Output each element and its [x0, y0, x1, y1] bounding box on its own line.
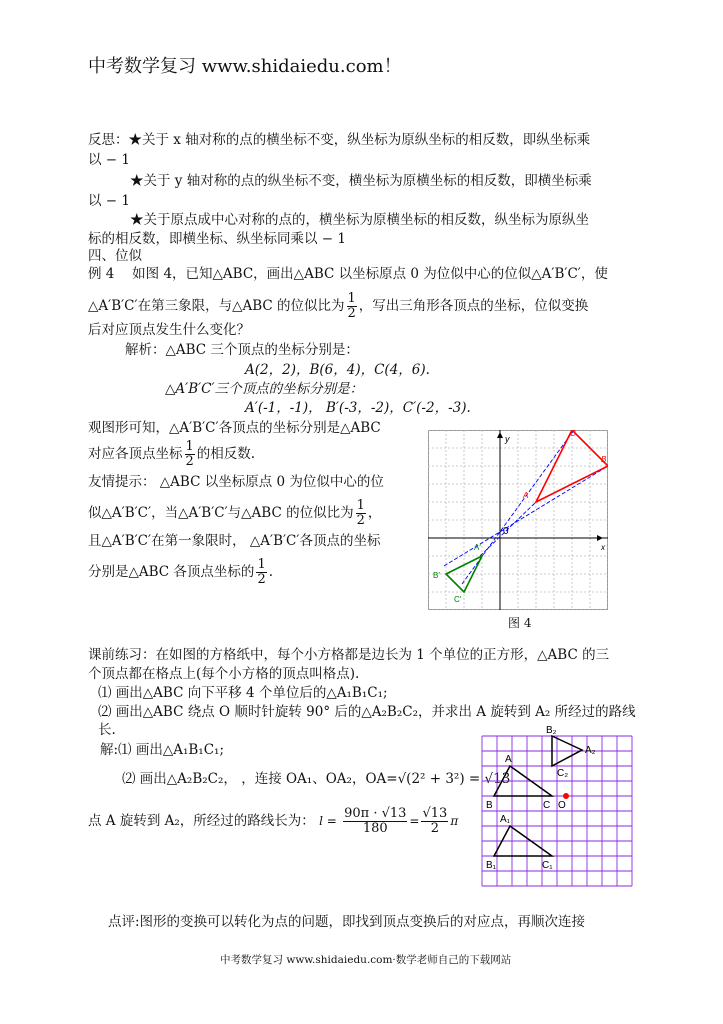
origin-label: 0 — [503, 526, 509, 537]
hint-line-4a: 分别是△ABC 各顶点坐标的 — [88, 564, 255, 580]
label-c: C — [543, 800, 551, 811]
arc-length-denominator: 180 — [362, 821, 388, 836]
hint-line-2a: 似△A′B′C′，当△A′B′C′与△ABC 的位似比为 — [88, 505, 354, 521]
ratio-fraction — [347, 292, 357, 321]
label-c-prime: C′ — [454, 595, 462, 604]
arc-length-result — [421, 807, 448, 836]
reflect-line-6: 标的相反数，即横坐标、纵坐标同乘以 − 1 — [88, 231, 346, 247]
example4-line-2b: ，写出三角形各顶点的坐标，位似变换 — [358, 298, 589, 314]
answer-line-3 — [88, 807, 458, 836]
label-b: B — [601, 455, 607, 464]
answer-line-1: 解:⑴ 画出△A₁B₁C₁; — [100, 742, 225, 758]
hint-fraction — [356, 499, 366, 528]
example4-line-1: 例 4 如图 4，已知△ABC，画出△ABC 以坐标原点 0 为位似中心的位似△A′B′C′，使 — [88, 266, 608, 282]
result-denominator: 2 — [430, 821, 440, 836]
figure4-caption: 图 4 — [508, 616, 532, 630]
hint-line-2 — [88, 499, 381, 528]
label-a: A — [505, 754, 512, 765]
fraction-denominator: 2 — [185, 454, 194, 469]
reflect-line-4: 以 − 1 — [88, 193, 130, 209]
fraction-numerator: 1 — [347, 291, 356, 306]
label-c: C — [570, 430, 576, 438]
hint-fraction-2 — [256, 558, 266, 587]
fraction-numerator: 1 — [356, 498, 365, 513]
hint-line-1: 友情提示： △ABC 以坐标原点 0 为位似中心的位 — [88, 474, 384, 490]
section-title: 四、位似 — [88, 248, 142, 264]
x-axis-label: x — [601, 543, 605, 552]
label-b-prime: B′ — [433, 571, 440, 580]
practice-line-1: 课前练习：在如图的方格纸中，每个小方格都是边长为 1 个单位的正方形，△ABC 的三 — [88, 647, 610, 663]
arc-length-variable: l = — [319, 814, 337, 828]
question-2-line-1: ⑵ 画出△ABC 绕点 O 顺时针旋转 90° 后的△A₂B₂C₂，并求出 A 旋转到 A₂ 所经过的路线 — [98, 704, 636, 720]
observe-line-2 — [88, 440, 255, 469]
page-header: 中考数学复习 www.shidaiedu.com！ — [88, 56, 402, 77]
solution-line-2: A(2，2)，B(6，4)，C(4，6). — [245, 362, 430, 378]
label-c2: C₂ — [557, 768, 569, 779]
answer-line-2: ⑵ 画出△A₂B₂C₂， ，连接 OA₁、OA₂，OA=√(2² + 3²) = √13 — [122, 771, 511, 787]
reflect-line-2: 以 − 1 — [88, 152, 130, 168]
label-o: O — [558, 800, 566, 811]
point-o — [563, 793, 569, 799]
equals-sign: = — [409, 814, 420, 828]
fraction-denominator: 2 — [356, 513, 365, 528]
label-a1: A₁ — [500, 814, 511, 825]
answer-line-3-text: 点 A 旋转到 A₂，所经过的路线长为： — [88, 813, 315, 829]
label-a2: A₂ — [585, 745, 596, 756]
label-c1: C₁ — [542, 860, 553, 871]
result-numerator: √13 — [422, 806, 448, 821]
example4-line-3: 后对应顶点发生什么变化？ — [88, 322, 250, 338]
y-axis-label: y — [505, 434, 510, 444]
question-1: ⑴ 画出△ABC 向下平移 4 个单位后的△A₁B₁C₁; — [98, 685, 388, 701]
label-b: B — [486, 800, 493, 811]
observe-line-1: 观图形可知，△A′B′C′各顶点的坐标分别是△ABC — [88, 420, 381, 436]
fraction-denominator: 2 — [257, 572, 266, 587]
example4-line-2a: △A′B′C′在第三象限，与△ABC 的位似比为 — [88, 298, 345, 314]
observe-fraction — [185, 440, 195, 469]
reflect-line-1: 反思：★关于 x 轴对称的点的横坐标不变，纵坐标为原纵坐标的相反数，即纵坐标乘 — [88, 132, 591, 148]
question-2-line-2: 长. — [98, 722, 116, 738]
solution-line-3: △A′B′C′三个顶点的坐标分别是： — [165, 381, 364, 397]
reflect-line-5: ★关于原点成中心对称的点的，横坐标为原横坐标的相反数，纵坐标为原纵坐 — [130, 212, 589, 228]
practice-grid-figure — [480, 722, 635, 890]
example4-line-2 — [88, 292, 588, 321]
comment-line: 点评:图形的变换可以转化为点的问题，即找到顶点变换后的对应点，再顺次连接 — [108, 914, 586, 930]
fraction-denominator: 2 — [347, 306, 356, 321]
solution-line-4: A′(-1，-1)， B′(-3，-2)，C′(-2，-3). — [245, 400, 471, 416]
solution-line-1: 解析：△ABC 三个顶点的坐标分别是： — [125, 342, 359, 358]
label-b2: B₂ — [546, 725, 557, 736]
label-a: A — [523, 491, 529, 500]
arc-length-numerator: 90π · √13 — [344, 806, 407, 821]
observe-line-2a: 对应各顶点坐标 — [88, 446, 183, 462]
hint-line-4 — [88, 558, 273, 587]
hint-line-2b: ， — [367, 505, 382, 521]
hint-line-4b: . — [268, 564, 274, 580]
fraction-numerator: 1 — [257, 557, 266, 572]
label-a-prime: A′ — [474, 543, 481, 552]
page-footer: 中考数学复习 www.shidaiedu.com·数学老师自己的下载网站 — [220, 954, 512, 966]
observe-line-2b: 的相反数. — [196, 446, 256, 462]
figure4-coordinate-plane — [428, 430, 608, 610]
label-b1: B₁ — [486, 860, 497, 871]
hint-line-3: 且△A′B′C′在第一象限时， △A′B′C′各顶点的坐标 — [88, 533, 381, 549]
arc-length-fraction — [343, 807, 407, 836]
practice-line-2: 个顶点都在格点上(每个小方格的顶点叫格点). — [88, 666, 360, 682]
reflect-line-3: ★关于 y 轴对称的点的纵坐标不变，横坐标为原横坐标的相反数，即横坐标乘 — [130, 173, 592, 189]
pi-symbol: π — [450, 814, 459, 828]
fraction-numerator: 1 — [185, 439, 194, 454]
